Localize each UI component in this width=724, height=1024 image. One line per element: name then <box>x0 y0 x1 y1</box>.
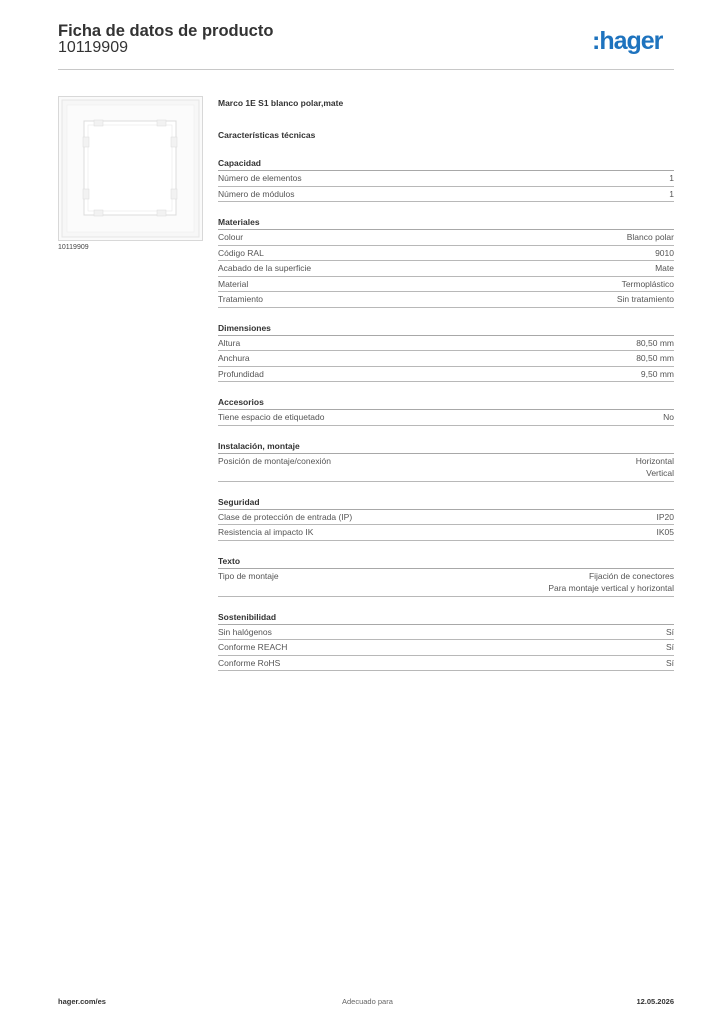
spec-value-line: Para montaje vertical y horizontal <box>548 583 674 593</box>
product-details <box>218 97 674 671</box>
spec-value <box>636 337 674 350</box>
product-image <box>58 96 203 241</box>
product-number: 10119909 <box>58 39 128 56</box>
spec-row <box>218 351 674 367</box>
section-title: Accesorios <box>218 396 674 410</box>
spec-row <box>218 336 674 352</box>
spec-value <box>655 262 674 275</box>
spec-row <box>218 171 674 187</box>
spec-section <box>218 396 674 426</box>
section-title: Capacidad <box>218 157 674 171</box>
frame-illustration <box>59 97 202 240</box>
spec-value <box>663 411 674 424</box>
spec-row <box>218 656 674 672</box>
section-title: Materiales <box>218 216 674 230</box>
spec-row <box>218 625 674 641</box>
spec-value <box>548 570 674 595</box>
product-name: Marco 1E S1 blanco polar,mate <box>218 98 344 108</box>
spec-row <box>218 367 674 383</box>
spec-section <box>218 555 674 597</box>
spec-label: Colour <box>218 232 244 242</box>
spec-value-line: Mate <box>655 263 674 273</box>
spec-value <box>636 455 674 480</box>
footer-note: Adecuado para <box>342 997 393 1006</box>
header-divider <box>58 69 674 70</box>
spec-row <box>218 525 674 541</box>
spec-row <box>218 261 674 277</box>
spec-row <box>218 292 674 308</box>
spec-row <box>218 454 674 482</box>
spec-value <box>641 368 674 381</box>
spec-value <box>669 188 674 201</box>
spec-value-line: Fijación de conectores <box>588 570 674 581</box>
spec-label: Tratamiento <box>218 294 264 304</box>
spec-value-line: Vertical <box>646 468 674 478</box>
spec-row <box>218 569 674 597</box>
logo-text: :hager <box>592 27 663 55</box>
spec-value-line: 80,50 mm <box>636 353 674 363</box>
spec-sections <box>218 157 674 671</box>
footer-website: hager.com/es <box>58 997 106 1006</box>
spec-section <box>218 322 674 383</box>
spec-value <box>622 278 674 291</box>
section-title: Seguridad <box>218 496 674 510</box>
spec-label: Posición de montaje/conexión <box>218 455 331 466</box>
spec-label: Conforme REACH <box>218 642 288 652</box>
section-title: Sostenibilidad <box>218 611 674 625</box>
spec-value-line: Blanco polar <box>626 232 674 242</box>
spec-value-line: 9010 <box>655 247 674 258</box>
section-title: Texto <box>218 555 674 569</box>
spec-value-line: Termoplástico <box>621 278 674 289</box>
spec-label: Profundidad <box>218 368 264 379</box>
spec-value-line: IP20 <box>656 511 674 522</box>
spec-value <box>627 231 674 244</box>
hager-logo <box>592 26 674 56</box>
spec-label: Sin halógenos <box>218 626 272 637</box>
image-caption: 10119909 <box>58 244 89 251</box>
spec-value-line: Sin tratamiento <box>616 294 674 304</box>
spec-section <box>218 440 674 482</box>
spec-value-line: 80,50 mm <box>636 337 674 348</box>
spec-section <box>218 496 674 541</box>
spec-value-line: Sí <box>665 642 674 652</box>
spec-value-line: Sí <box>665 626 674 637</box>
spec-row <box>218 246 674 262</box>
spec-value-line: No <box>663 412 674 422</box>
spec-label: Conforme RoHS <box>218 657 281 668</box>
spec-label: Tipo de montaje <box>218 570 279 581</box>
spec-label: Acabado de la superficie <box>218 263 312 273</box>
spec-label: Anchura <box>218 353 250 363</box>
spec-value-line: Horizontal <box>635 455 674 466</box>
section-title: Dimensiones <box>218 322 674 336</box>
spec-row <box>218 277 674 293</box>
spec-row <box>218 510 674 526</box>
spec-row <box>218 640 674 656</box>
spec-label: Número de módulos <box>218 188 295 199</box>
spec-value <box>669 172 674 185</box>
spec-value-line: IK05 <box>656 527 674 537</box>
spec-row <box>218 187 674 203</box>
spec-value <box>657 511 675 524</box>
spec-value <box>657 526 675 539</box>
page-title: Ficha de datos de producto <box>58 22 274 40</box>
technical-characteristics-heading: Características técnicas <box>218 130 316 140</box>
spec-value <box>655 247 674 260</box>
spec-value-line: 1 <box>669 188 674 199</box>
spec-label: Número de elementos <box>218 173 302 183</box>
spec-label: Altura <box>218 337 241 348</box>
footer-date: 12.05.2026 <box>636 997 674 1006</box>
spec-label: Resistencia al impacto IK <box>218 527 314 537</box>
spec-label: Tiene espacio de etiquetado <box>218 412 325 422</box>
spec-value <box>617 293 674 306</box>
spec-value <box>666 657 674 670</box>
spec-value <box>636 352 674 365</box>
spec-value-line: Sí <box>665 657 674 668</box>
section-title: Instalación, montaje <box>218 440 674 454</box>
spec-row <box>218 410 674 426</box>
spec-section <box>218 157 674 202</box>
spec-section <box>218 216 674 308</box>
spec-value <box>666 626 674 639</box>
spec-label: Material <box>218 278 249 289</box>
spec-label: Clase de protección de entrada (IP) <box>218 511 353 522</box>
spec-section <box>218 611 674 672</box>
spec-label: Código RAL <box>218 247 264 258</box>
spec-value-line: 1 <box>669 173 674 183</box>
spec-value-line: 9,50 mm <box>640 368 674 379</box>
spec-row <box>218 230 674 246</box>
spec-value <box>666 641 674 654</box>
